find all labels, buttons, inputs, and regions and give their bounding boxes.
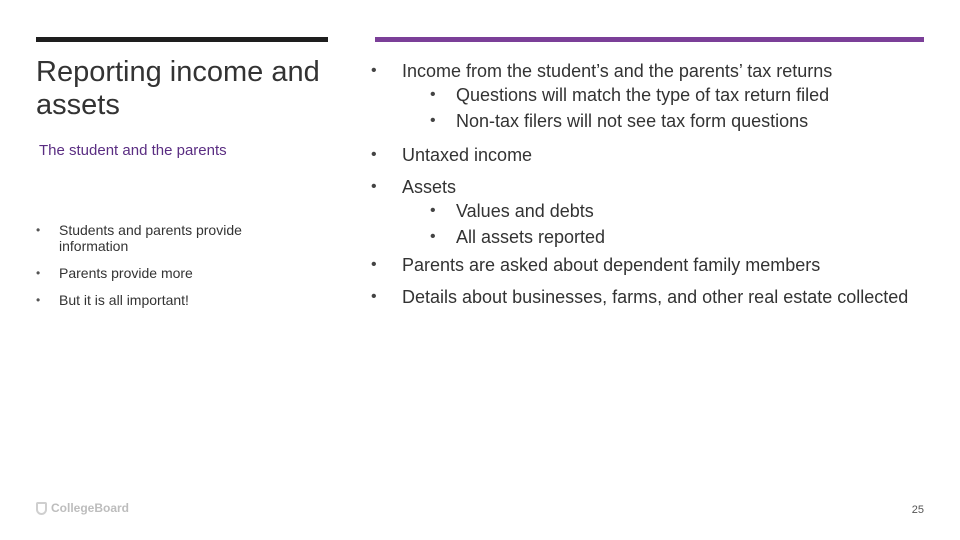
list-item: • Details about businesses, farms, and other real estate collected [371, 286, 911, 308]
list-item: • Assets [371, 176, 911, 198]
sub-list-item: • Non-tax filers will not see tax form questions [371, 108, 911, 134]
list-item: • But it is all important! [36, 292, 296, 308]
page-number: 25 [911, 504, 924, 516]
list-item: • Untaxed income [371, 144, 911, 166]
right-bullet-list [371, 60, 911, 308]
collegeboard-logo [36, 501, 129, 515]
sub-list-item: • Questions will match the type of tax return filed [371, 82, 911, 108]
slide-subtitle: The student and the parents [39, 142, 227, 159]
list-item: • Parents provide more [36, 265, 296, 281]
slide-title: Reporting income and assets [36, 56, 320, 121]
list-item: • Income from the student’s and the parents’ tax returns [371, 60, 911, 82]
shield-icon [36, 502, 47, 515]
list-item: • Students and parents provide information [36, 222, 296, 254]
title-divider-dark [36, 37, 328, 42]
left-bullet-list [36, 222, 296, 319]
sub-list-item: • Values and debts [371, 198, 911, 224]
list-item: • Parents are asked about dependent family members [371, 254, 911, 276]
sub-list-item: • All assets reported [371, 224, 911, 250]
content-divider-purple [375, 37, 924, 42]
logo-text: CollegeBoard [51, 501, 130, 515]
